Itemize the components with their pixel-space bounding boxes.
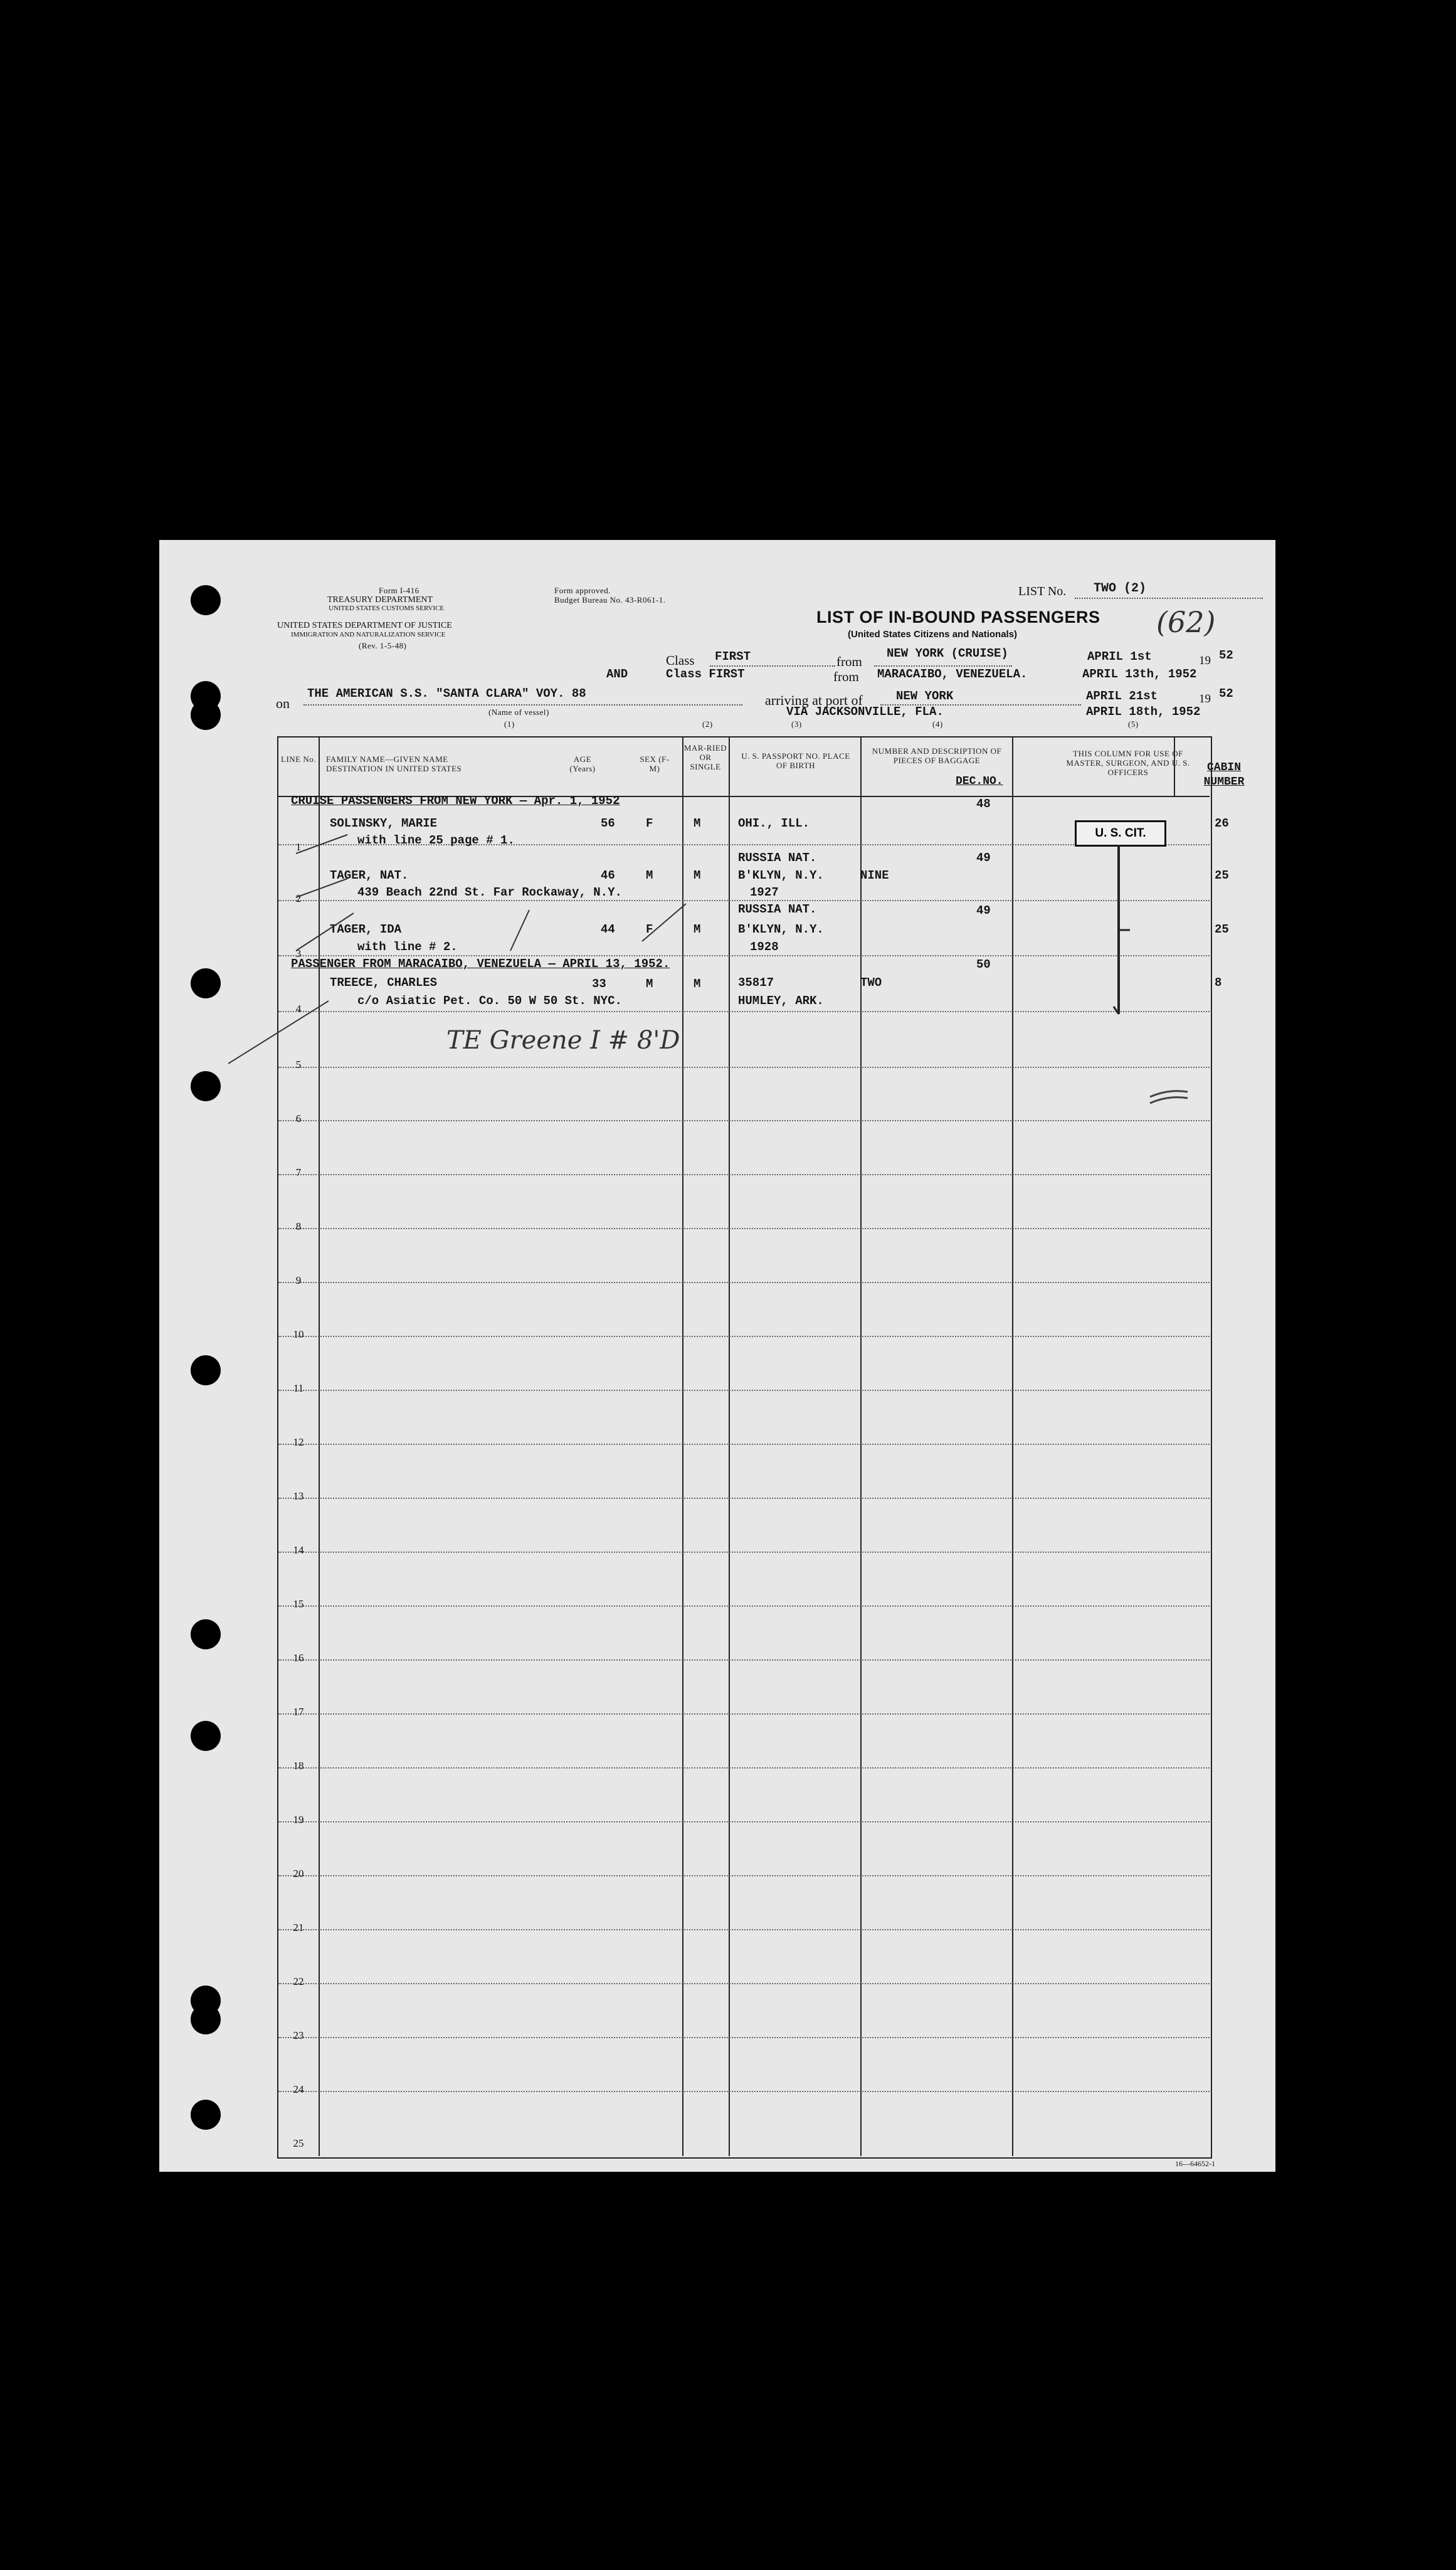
row-number: 2 <box>295 892 302 904</box>
passport-number: RUSSIA NAT. <box>738 902 817 916</box>
from-port-2: MARACAIBO, VENEZUELA. <box>877 667 1028 681</box>
passenger-birthplace: B'KLYN, N.Y. <box>738 869 824 882</box>
and-label: AND <box>606 667 628 681</box>
vessel-caption: (Name of vessel) <box>488 707 549 717</box>
manifest-subtitle: (United States Citizens and Nationals) <box>848 629 1018 640</box>
revision: (Rev. 1-5-48) <box>359 641 407 650</box>
vessel-name: THE AMERICAN S.S. "SANTA CLARA" VOY. 88 <box>307 687 586 701</box>
year-prefix-3: 19 <box>1199 692 1211 706</box>
treasury-dept: TREASURY DEPARTMENT <box>327 595 433 605</box>
section-heading-cruise: CRUISE PASSENGERS FROM NEW YORK — Apr. 1, 1952 <box>291 794 620 808</box>
passenger-birthplace: HUMLEY, ARK. <box>738 994 824 1008</box>
section-heading-maracaibo: PASSENGER FROM MARACAIBO, VENEZUELA — APRIL 13, 1952. <box>291 957 670 971</box>
row-number: 12 <box>293 1436 304 1448</box>
from-port-1: NEW YORK (CRUISE) <box>887 647 1008 660</box>
passenger-destination: with line # 2. <box>357 940 458 954</box>
declaration-number: 49 <box>976 851 991 865</box>
class-2: Class FIRST <box>666 667 745 681</box>
baggage-count: NINE <box>860 869 889 882</box>
year-3: 52 <box>1219 687 1233 701</box>
col-sex: SEX (F-M) <box>640 754 670 773</box>
row-number: 17 <box>293 1706 304 1718</box>
passenger-destination: 439 Beach 22nd St. Far Rockaway, N.Y. <box>357 886 622 899</box>
row-number: 4 <box>295 1003 302 1015</box>
from-label-1: from <box>836 654 862 669</box>
passenger-name: SOLINSKY, MARIE <box>330 817 438 830</box>
us-citizen-stamp: U. S. CIT. <box>1075 820 1166 847</box>
list-number: TWO (2) <box>1094 581 1147 596</box>
passenger-destination: c/o Asiatic Pet. Co. 50 W 50 St. NYC. <box>357 994 622 1008</box>
handwritten-annotation: TE Greene I # 8'D <box>446 1026 680 1055</box>
manifest-page <box>159 540 1275 2172</box>
passenger-sex: F <box>646 923 653 936</box>
passport-number: RUSSIA NAT. <box>738 851 817 865</box>
passenger-name: TREECE, CHARLES <box>330 976 438 990</box>
passenger-sex: F <box>646 817 653 830</box>
row-number: 20 <box>293 1868 304 1880</box>
col-line-no: LINE No. <box>281 754 316 764</box>
passenger-age: 46 <box>601 869 615 882</box>
passport-year: 1927 <box>750 886 779 899</box>
row-number: 16 <box>293 1652 304 1664</box>
row-number: 14 <box>293 1544 304 1556</box>
year-prefix-1: 19 <box>1199 654 1211 667</box>
via-port: VIA JACKSONVILLE, FLA. <box>786 705 944 719</box>
form-number: Form I-416 <box>379 586 419 595</box>
passport-year: 1928 <box>750 940 779 954</box>
form-approved: Form approved. <box>554 586 611 595</box>
row-number: 5 <box>295 1059 302 1071</box>
col-name: FAMILY NAME—GIVEN NAME <box>326 754 448 764</box>
handwritten-marks <box>159 540 1275 2172</box>
col-passport: U. S. PASSPORT NO. PLACE OF BIRTH <box>741 751 850 770</box>
budget-bureau: Budget Bureau No. 43-R061-1. <box>554 595 666 605</box>
col-officers: THIS COLUMN FOR USE OF MASTER, SURGEON, AND U. S. OFFICERS <box>1066 749 1190 777</box>
row-number: 1 <box>295 841 302 853</box>
col-baggage: NUMBER AND DESCRIPTION OF PIECES OF BAGGAGE <box>872 746 1002 765</box>
declaration-number: 49 <box>976 904 991 917</box>
via-date: APRIL 18th, 1952 <box>1086 705 1201 719</box>
row-number: 21 <box>293 1922 304 1933</box>
caption-1: (1) <box>504 719 515 729</box>
manifest-title: LIST OF IN-BOUND PASSENGERS <box>816 608 1100 627</box>
row-number: 25 <box>293 2137 304 2149</box>
col-dec-no: DEC.NO. <box>956 775 1003 788</box>
declaration-number: 50 <box>976 958 991 971</box>
row-number: 6 <box>295 1113 302 1124</box>
passenger-marital: M <box>694 977 701 991</box>
class-1: FIRST <box>715 650 751 664</box>
class-label: Class <box>666 653 695 668</box>
row-number: 18 <box>293 1760 304 1772</box>
caption-5: (5) <box>1128 719 1139 729</box>
cabin-number: 26 <box>1215 817 1229 830</box>
row-number: 24 <box>293 2083 304 2095</box>
passenger-name: TAGER, NAT. <box>330 869 409 882</box>
row-number: 15 <box>293 1598 304 1610</box>
col-cabin: CABIN NUMBER <box>1203 761 1245 789</box>
cabin-number: 25 <box>1215 923 1229 936</box>
justice-dept: UNITED STATES DEPARTMENT OF JUSTICE <box>277 621 452 630</box>
caption-2: (2) <box>702 719 713 729</box>
row-number: 8 <box>295 1220 302 1232</box>
passenger-marital: M <box>694 817 701 830</box>
passenger-marital: M <box>694 869 701 882</box>
row-number: 9 <box>295 1274 302 1286</box>
row-number: 13 <box>293 1490 304 1502</box>
passenger-name: TAGER, IDA <box>330 923 402 936</box>
passenger-marital: M <box>694 923 701 936</box>
passenger-birthplace: OHI., ILL. <box>738 817 810 830</box>
declaration-number: 48 <box>976 797 991 811</box>
row-number: 10 <box>293 1328 304 1340</box>
row-number: 11 <box>293 1382 304 1394</box>
caption-3: (3) <box>791 719 802 729</box>
row-number: 23 <box>293 2029 304 2041</box>
col-married: MAR-RIED OR SINGLE <box>683 743 727 771</box>
ins-service: IMMIGRATION AND NATURALIZATION SERVICE <box>291 631 446 638</box>
passenger-birthplace: B'KLYN, N.Y. <box>738 923 824 936</box>
departure-date-2: APRIL 13th, 1952 <box>1082 667 1197 681</box>
passenger-sex: M <box>646 869 653 882</box>
passenger-destination: with line 25 page # 1. <box>357 833 515 847</box>
arrival-date: APRIL 21st <box>1086 689 1158 703</box>
customs-service: UNITED STATES CUSTOMS SERVICE <box>329 605 445 612</box>
footer-printer-code: 16—64652-1 <box>1175 2159 1215 2168</box>
col-destination: DESTINATION IN UNITED STATES <box>326 764 462 773</box>
caption-4: (4) <box>932 719 943 729</box>
baggage-count: TWO <box>860 976 882 990</box>
col-age: AGE (Years) <box>569 754 596 773</box>
row-number: 19 <box>293 1814 304 1826</box>
passenger-age: 33 <box>592 977 606 991</box>
row-number: 7 <box>295 1166 302 1178</box>
passenger-age: 44 <box>601 923 615 936</box>
passenger-age: 56 <box>601 817 615 830</box>
on-label: on <box>276 695 290 711</box>
arriving-label: arriving at port of <box>765 692 863 708</box>
year-1: 52 <box>1219 648 1233 662</box>
row-number: 3 <box>295 948 302 960</box>
from-label-2: from <box>833 669 859 684</box>
cabin-number: 8 <box>1215 976 1222 990</box>
page-mark-handwritten: (62) <box>1156 605 1216 639</box>
departure-date-1: APRIL 1st <box>1087 650 1152 664</box>
passenger-sex: M <box>646 977 653 991</box>
passport-number: 35817 <box>738 976 774 990</box>
arrival-port: NEW YORK <box>896 689 954 703</box>
list-label: LIST No. <box>1018 584 1067 598</box>
cabin-number: 25 <box>1215 869 1229 882</box>
row-number: 22 <box>293 1975 304 1987</box>
